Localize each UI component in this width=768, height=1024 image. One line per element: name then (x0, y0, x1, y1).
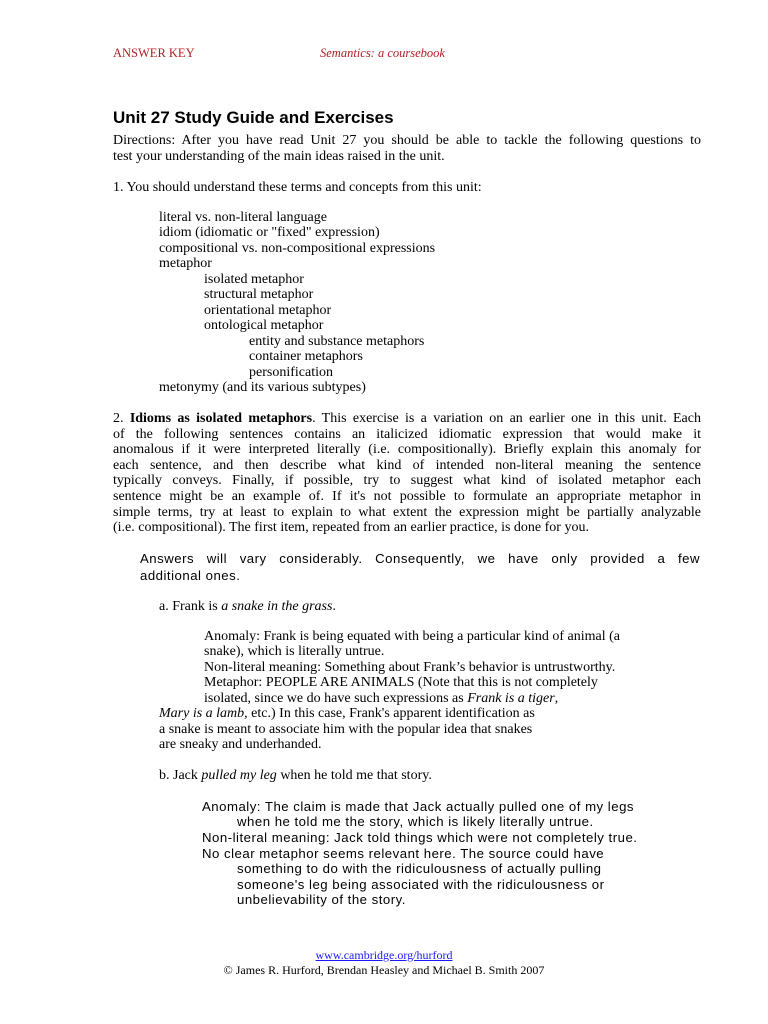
item-a-text: , (554, 691, 559, 706)
item-a-meaning: Non-literal meaning: Something about Frank’s behavior is untrustworthy. (204, 660, 616, 675)
question-2-number: 2. (113, 411, 124, 426)
item-b-anomaly-cont: when he told me the story, which is likely literally untrue. (237, 814, 594, 829)
question-2-line: each sentence, and then describe what kind of intended non-literal meaning the sentence (113, 457, 701, 473)
item-a-anomaly-cont: snake), which is literally untrue. (204, 644, 385, 659)
answers-note-line: Answers will vary considerably. Consequently, we have only provided a few (140, 551, 700, 566)
item-b-sentence (159, 768, 432, 784)
page-title: Unit 27 Study Guide and Exercises (113, 108, 394, 127)
question-2-line: anomalous if it were interpreted literally (i.e. compositionally). Briefly explain this anomaly for (113, 442, 701, 458)
question-2-heading: Idioms as isolated metaphors (129, 411, 313, 426)
answers-note-line: additional ones. (140, 567, 241, 583)
question-2-text: . This exercise is a variation on an earlier one in this unit. Each (312, 411, 701, 426)
question-2-line (113, 411, 701, 427)
question-2-line: (i.e. compositional). The first item, repeated from an earlier practice, is done for you. (113, 520, 589, 536)
term-item: structural metaphor (204, 287, 314, 302)
term-item: container metaphors (249, 349, 363, 364)
item-a-idiom: a snake in the grass (221, 599, 333, 614)
item-b-metaphor-cont: something to do with the ridiculousness of actually pulling (237, 861, 602, 876)
question-2-line: simple terms, try at least to explain to what extent the expression might be partially analyzable (113, 504, 701, 520)
item-a-metaphor-cont: are sneaky and underhanded. (159, 737, 322, 752)
term-item: entity and substance metaphors (249, 334, 425, 349)
item-a-anomaly: Anomaly: Frank is being equated with being a particular kind of animal (a (204, 629, 620, 644)
item-b-metaphor-cont: unbelievability of the story. (237, 892, 406, 907)
item-a-metaphor-cont (159, 706, 535, 722)
question-2-paragraph (113, 411, 701, 536)
question-1-intro: 1. You should understand these terms and concepts from this unit: (113, 180, 482, 195)
header-answer-key: ANSWER KEY (113, 46, 195, 60)
item-a-text: , etc.) In this case, Frank's apparent identification as (244, 706, 535, 721)
item-b-metaphor: No clear metaphor seems relevant here. The source could have (202, 846, 605, 861)
question-2-line: sentence might be an example of. If it's not possible to formulate an appropriate metaphor in (113, 488, 701, 504)
item-b-meaning: Non-literal meaning: Jack told things which were not completely true. (202, 830, 638, 845)
term-item: isolated metaphor (204, 272, 304, 287)
term-item: ontological metaphor (204, 318, 324, 333)
item-b-anomaly: Anomaly: The claim is made that Jack actually pulled one of my legs (202, 799, 635, 814)
term-item: literal vs. non-literal language (159, 210, 327, 225)
question-2-line: typically conveys. Finally, if possible, try to suggest what kind of isolated metaphor each (113, 473, 701, 489)
item-b-suffix: when he told me that story. (276, 768, 432, 783)
footer-link[interactable]: www.cambridge.org/hurford (315, 948, 453, 962)
item-a-suffix: . (332, 599, 336, 614)
item-a-example: Mary is a lamb (159, 706, 245, 721)
item-a-sentence (159, 599, 336, 615)
term-item: metonymy (and its various subtypes) (159, 380, 366, 395)
directions-line: Directions: After you have read Unit 27 you should be able to tackle the following questions to (113, 133, 701, 148)
term-item: compositional vs. non-compositional expressions (159, 241, 436, 256)
term-item: orientational metaphor (204, 303, 332, 318)
term-item: idiom (idiomatic or "fixed" expression) (159, 225, 380, 240)
directions-paragraph (113, 133, 701, 164)
directions-line: test your understanding of the main ideas raised in the unit. (113, 148, 445, 164)
term-item: personification (249, 365, 333, 380)
item-a-example: Frank is a tiger (467, 691, 555, 706)
header-book-title: Semantics: a coursebook (320, 46, 445, 60)
item-b-metaphor-cont: someone's leg being associated with the ridiculousness or (237, 877, 605, 892)
footer-copyright: © James R. Hurford, Brendan Heasley and Michael B. Smith 2007 (223, 963, 545, 977)
item-a-prefix: a. Frank is (159, 599, 222, 614)
answers-note (140, 551, 700, 584)
item-b-idiom: pulled my leg (201, 768, 277, 783)
item-a-metaphor-cont: a snake is meant to associate him with the popular idea that snakes (159, 722, 533, 737)
question-2-line: of the following sentences contains an italicized idiomatic expression that would make it (113, 426, 701, 442)
item-a-metaphor-cont (204, 691, 558, 707)
item-b-prefix: b. Jack (159, 768, 202, 783)
item-a-metaphor: Metaphor: PEOPLE ARE ANIMALS (Note that this is not completely (204, 675, 598, 690)
item-a-text: isolated, since we do have such expressions as (204, 691, 468, 706)
term-item: metaphor (159, 256, 212, 271)
